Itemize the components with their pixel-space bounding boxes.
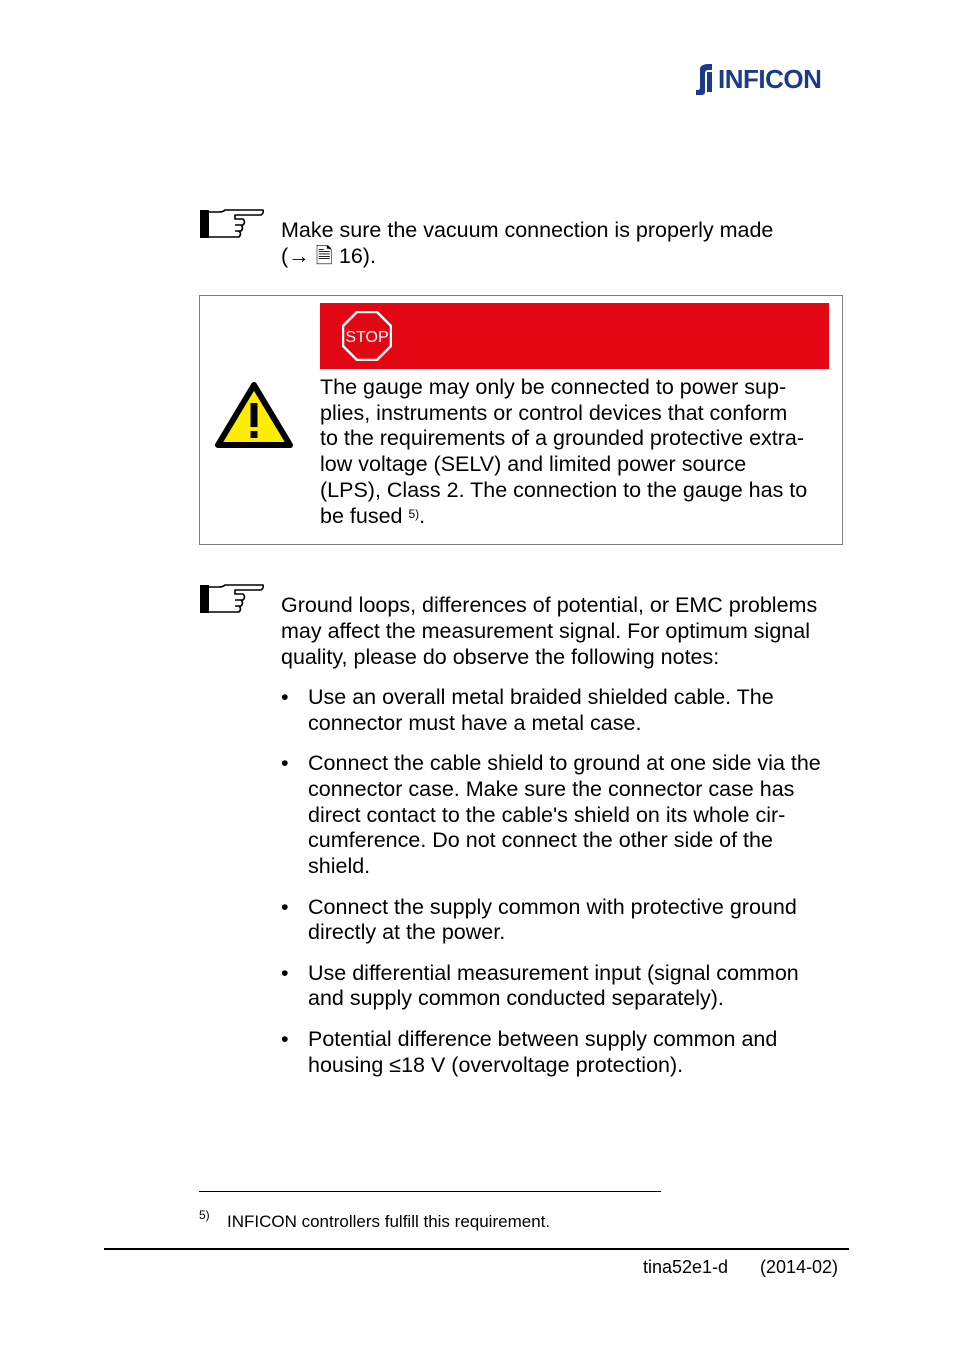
list-item-line: connector must have a metal case.: [308, 710, 642, 735]
list-item-line: connector case. Make sure the connector case has: [308, 776, 795, 801]
list-item-line: cumference. Do not connect the other side of the: [308, 828, 773, 853]
list-item-line: Connect the supply common with protective ground: [308, 894, 797, 919]
danger-banner: [320, 303, 829, 369]
note-vacuum-line-1: Make sure the vacuum connection is properly made: [281, 218, 774, 242]
list-item: [281, 751, 851, 880]
warning-line: be fused: [320, 503, 409, 528]
warning-line: (LPS), Class 2. The connection to the gauge has to: [320, 477, 808, 502]
bullet: •: [281, 685, 289, 709]
warning-triangle-icon: [215, 381, 293, 449]
logo-text: INFICON: [718, 63, 822, 94]
warning-line: The gauge may only be connected to power sup-: [320, 375, 787, 399]
list-item-line: Connect the cable shield to ground at one side via the: [308, 751, 821, 776]
list-item: [281, 961, 851, 1013]
document-id: tina52e1-d: [643, 1257, 729, 1277]
warning-punct: .: [419, 503, 426, 528]
warning-line: to the requirements of a grounded protective extra-: [320, 426, 805, 451]
list-item-line: housing ≤18 V (overvoltage protection).: [308, 1052, 684, 1077]
warning-line: low voltage (SELV) and limited power source: [320, 452, 747, 477]
inficon-logo-mark-icon: [694, 62, 716, 96]
pointing-hand-icon: [199, 583, 265, 615]
note-vacuum-line-2: (→ 🗎 16).: [281, 244, 376, 268]
list-item-line: Use differential measurement input (signal common: [308, 960, 799, 985]
footnote-divider: [199, 1191, 661, 1192]
list-item-line: directly at the power.: [308, 920, 506, 945]
note-emc-line: quality, please do observe the following notes:: [281, 645, 720, 669]
footnote-mark: 5): [199, 1208, 210, 1222]
warning-text: [320, 375, 832, 529]
warning-line: plies, instruments or control devices that conform: [320, 400, 788, 425]
list-item-line: Potential difference between supply common and: [308, 1026, 778, 1051]
pointing-hand-icon: [199, 208, 265, 240]
list-item-line: shield.: [308, 854, 371, 879]
footnote-text: INFICON controllers fulfill this requirement.: [227, 1212, 551, 1231]
note-emc-line: Ground loops, differences of potential, or EMC problems: [281, 593, 818, 617]
list-item-line: Use an overall metal braided shielded cable. The: [308, 685, 774, 709]
stop-sign-label: STOP: [345, 329, 389, 346]
bullet: •: [281, 894, 289, 919]
stop-sign-icon: [342, 311, 392, 361]
footnote-reference[interactable]: 5): [408, 506, 420, 521]
emc-notes-list: [281, 685, 851, 1093]
list-item: [281, 895, 851, 947]
bullet: •: [281, 1026, 289, 1051]
list-item-line: and supply common conducted separately).: [308, 986, 724, 1011]
inficon-logo: [694, 62, 821, 96]
list-item: [281, 685, 851, 737]
document-date: (2014-02): [760, 1257, 839, 1277]
footer-divider: [104, 1248, 849, 1250]
list-item: [281, 1027, 851, 1079]
note-emc-line: may affect the measurement signal. For optimum signal: [281, 619, 810, 643]
bullet: •: [281, 960, 289, 985]
list-item-line: direct contact to the cable's shield on its whole cir-: [308, 802, 786, 827]
bullet: •: [281, 751, 289, 776]
warning-last-line: [320, 504, 832, 530]
